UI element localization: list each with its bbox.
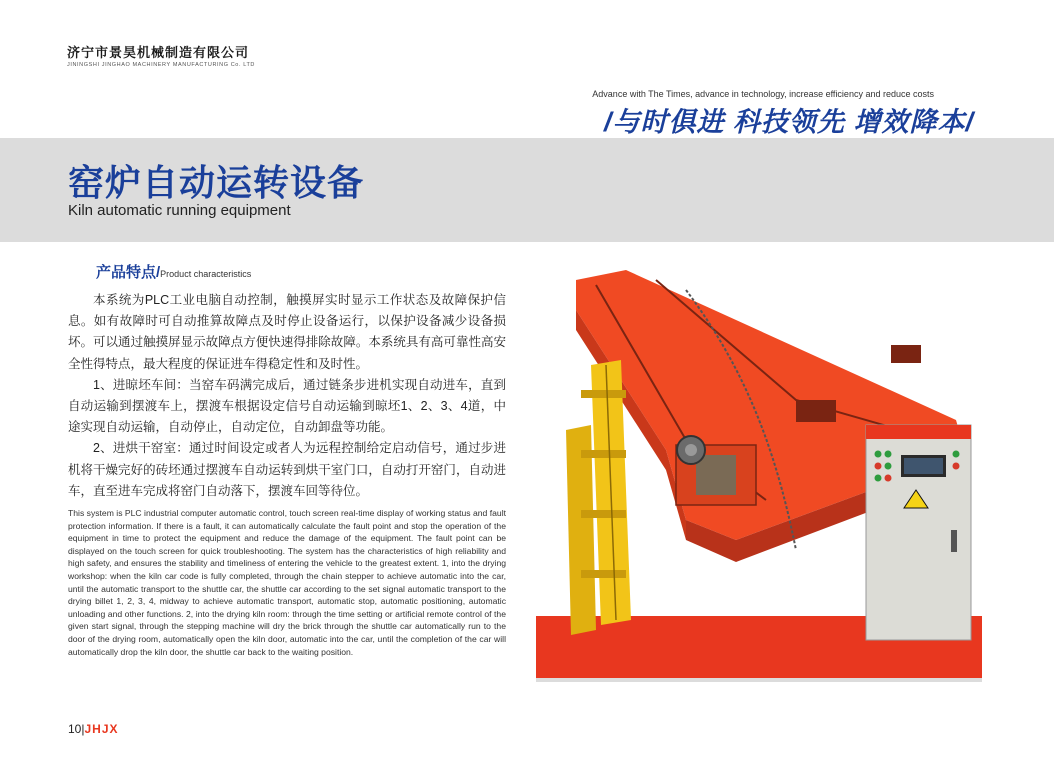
chain-stepper	[566, 360, 631, 635]
company-logo	[67, 42, 255, 68]
page-divider: |	[81, 722, 85, 736]
features-body-en: This system is PLC industrial computer automatic control, touch screen real-time display of working status and fault protection information. If there is a fault, it can automatically calculate the fault point and stop the operation of the equipment in time to protect the equipment and reduce the damage of the equipment. The fault point can be displayed on the touch screen for quick troubleshooting. The system has the characteristics of high reliability and high safety, and ensures the stability and timeliness of entering the vehicle to the greatest extent. 1, into the drying workshop: when the kiln car code is fully completed, through the chain stepper to achieve automatic into the car, until the automatic transport to the shuttle car, the shuttle car according to the set signal automatic transport to the drying billet 1, 2, 3, 4, midway to achieve automatic transport, automatic stop, automatic positioning, automatic unloading and other functions. 2, into the drying kiln room: through the time setting or artificial remote control of the given start signal, through the stepping machine will dry the brick through the shuttle car automatically run to the door of the drying room, automatically open the kiln door, automatic into the car, until the completion of the car will automatically drop the kiln door, the shuttle car back to the waiting position.	[68, 508, 506, 657]
photo-shadow	[536, 678, 982, 682]
equipment-illustration	[536, 250, 982, 682]
features-paragraph: 1、进晾坯车间：当窑车码满完成后，通过链条步进机实现自动进车，直到自动运输到摆渡车上，摆渡车根据设定信号自动运输到晾坯1、2、3、4道，中途实现自动运输，自动停止，自动定位，自动卸盘等功能。	[68, 377, 506, 435]
features-paragraph: 本系统为PLC工业电脑自动控制，触摸屏实时显示工作状态及故障保护信息。如有故障时可自动推算故障点及时停止设备运行，以保护设备减少设备损坏。可以通过触摸屏显示故障点方便快速得排除故障。本系统具有高可靠性高安全性得特点，最大程度的保证进车得稳定性和及时性。	[68, 293, 506, 371]
control-cabinet	[866, 425, 971, 640]
company-name-cn: 济宁市景昊机械制造有限公司	[67, 45, 250, 60]
page-title-en: Kiln automatic running equipment	[68, 202, 291, 219]
page-title-cn: 窑炉自动运转设备	[68, 162, 365, 203]
tagline-cn: /与时俱进 科技领先 增效降本/	[603, 107, 974, 137]
features-heading	[96, 261, 251, 282]
equipment-photo	[536, 250, 982, 682]
features-paragraph: 2、进烘干窑室：通过时间设定或者人为远程控制给定启动信号，通过步进机将干燥完好的砖坯通过摆渡车自动运转到烘干室门口，自动打开窑门，自动进车，直至进车完成将窑门自动落下，摆渡车回等待位。	[68, 441, 506, 498]
features-heading-en: Product characteristics	[160, 269, 252, 279]
page-number	[68, 722, 119, 736]
brand-mark: JHJX	[84, 722, 119, 736]
tagline-en: Advance with The Times, advance in technology, increase efficiency and reduce costs	[592, 89, 934, 99]
features-body-cn	[68, 290, 506, 502]
page-number-value: 10	[68, 722, 82, 736]
features-heading-cn: 产品特点/	[96, 264, 161, 281]
company-name-en: JININGSHI JINGHAO MACHINERY MANUFACTURING Co. LTD	[67, 62, 255, 68]
